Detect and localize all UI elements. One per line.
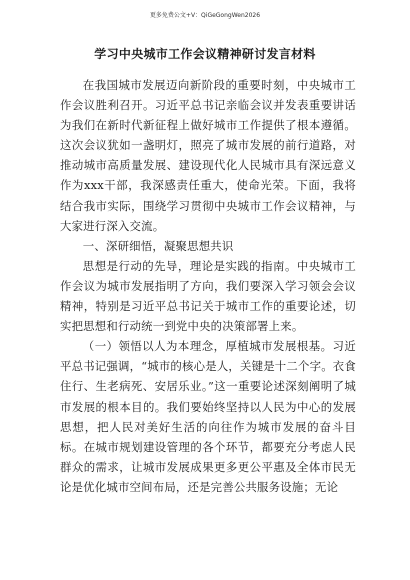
- section-paragraph: 思想是行动的先导，理论是实践的指南。中央城市工作会议为城市发展指明了方向，我们要深入学习领会会议精神，特别是习近平总书记关于城市工作的重要论述，切实把思想和行动统一到党中央的决策部署上来。: [60, 258, 356, 334]
- document-body: [60, 75, 356, 497]
- document-title: 学习中央城市工作会议精神研讨发言材料: [94, 47, 316, 61]
- section-heading: 一、深研细悟，凝聚思想共识: [82, 238, 234, 253]
- intro-paragraph: 在我国城市发展迈向新阶段的重要时刻，中央城市工作会议胜利召开。习近平总书记亲临会议并发表重要讲话为我们在新时代新征程上做好城市工作提供了根本遵循。这次会议犹如一盏明灯，照亮了城市发展的前行道路，对推动城市高质量发展、建设现代化人民城市具有深远意义作为xxx干部，我深感责任重大，使命光荣。下面，我将结合我市实际，围绕学习贯彻中央城市工作会议精神，与大家进行深入交流。: [60, 78, 356, 233]
- header-note: 更多免费公文+V：QiGeGongWen2026: [149, 12, 261, 19]
- subsection-paragraph: （一）领悟以人为本理念，厚植城市发展根基。习近平总书记强调，“城市的核心是人，关键是十二个字。衣食住行、生老病死、安居乐业。”这一重要论述深刻阐明了城市发展的根本目的。我们要始终坚持以人民为中心的发展思想，把人民对美好生活的向往作为城市发展的奋斗目标。在城市规划建设管理的各个环节，都要充分考虑人民群众的需求，让城市发展成果更多更公平惠及全体市民无论是优化城市空间布局，还是完善公共服务设施；无论: [60, 339, 356, 494]
